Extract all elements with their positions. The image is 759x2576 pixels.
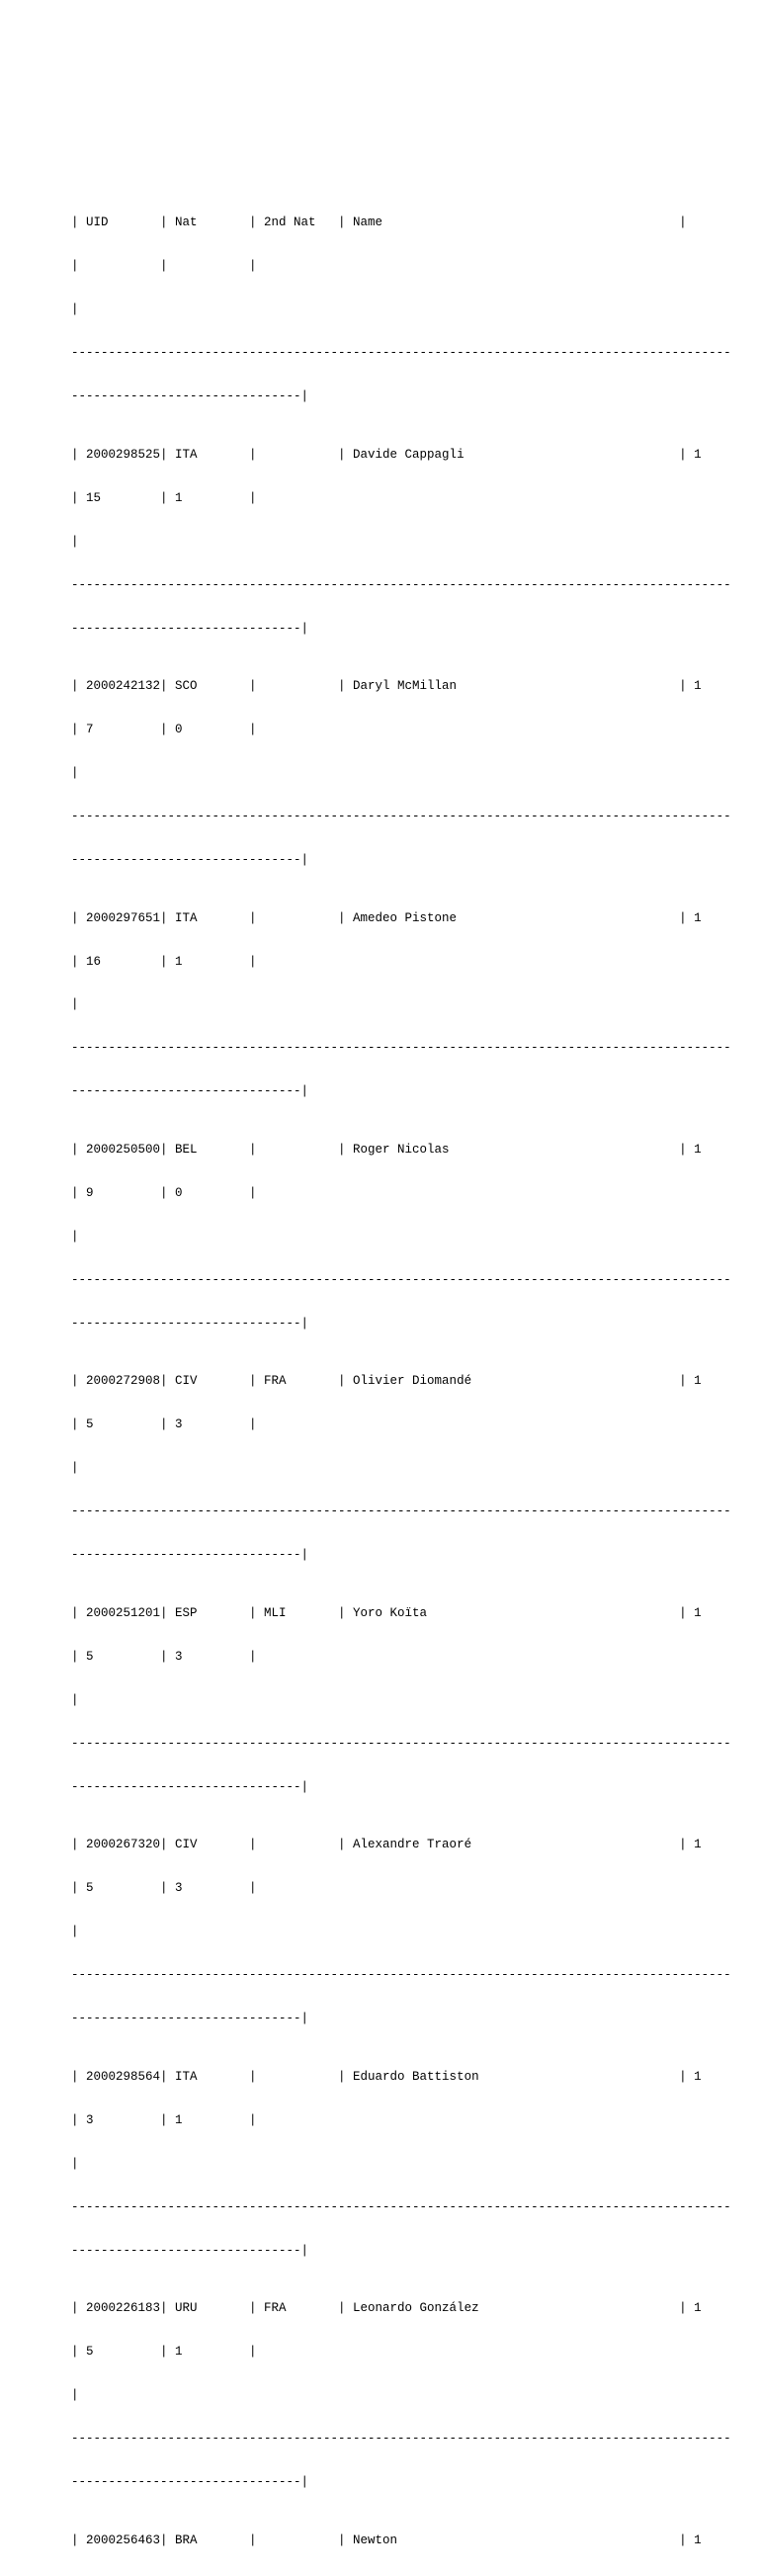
- table-row-line: |: [71, 1461, 79, 1476]
- table-row-line: |: [71, 534, 79, 549]
- table-row-line: | 7 | 0 |: [71, 723, 257, 737]
- table-separator: -------------------------------|: [71, 1548, 309, 1563]
- table-separator: -----------------------------------------------------------------------------------------: [71, 2431, 731, 2446]
- table-separator: -----------------------------------------------------------------------------------------: [71, 346, 731, 361]
- table-row-line: | 2000226183| URU | FRA | Leonardo González | 1: [71, 2301, 702, 2316]
- table-row-line: | 2000250500| BEL | | Roger Nicolas | 1: [71, 1143, 702, 1157]
- table-row-line: | 15 | 1 |: [71, 490, 257, 505]
- table-row-line: | 16 | 1 |: [71, 954, 257, 969]
- table-separator: -------------------------------|: [71, 2243, 309, 2258]
- table-row-line: |: [71, 1925, 79, 1939]
- table-row-line: | 2000267320| CIV | | Alexandre Traoré | 1: [71, 1838, 702, 1852]
- table-row-line: | 2000272908| CIV | FRA | Olivier Diomandé | 1: [71, 1374, 702, 1389]
- table-row-line: | 2000242132| SCO | | Daryl McMillan | 1: [71, 679, 702, 694]
- table-row-line: |: [71, 766, 79, 781]
- table-separator: -------------------------------|: [71, 1084, 309, 1099]
- table-separator: -------------------------------|: [71, 621, 309, 636]
- table-row-line: | 5 | 1 |: [71, 2345, 257, 2360]
- table-row-line: | 2000298564| ITA | | Eduardo Battiston | 1: [71, 2069, 702, 2084]
- table-row-line: | 2000298525| ITA | | Davide Cappagli | 1: [71, 447, 702, 462]
- table-separator: -----------------------------------------------------------------------------------------: [71, 810, 731, 824]
- table-separator: -----------------------------------------------------------------------------------------: [71, 2199, 731, 2214]
- table-separator: -------------------------------|: [71, 1779, 309, 1794]
- table-separator: -----------------------------------------------------------------------------------------: [71, 1041, 731, 1056]
- table-row-line: |: [71, 2388, 79, 2403]
- table-separator: -------------------------------|: [71, 2012, 309, 2026]
- table-row-line: | 2000251201| ESP | MLI | Yoro Koïta | 1: [71, 1605, 702, 1620]
- ascii-table: [71, 187, 731, 2576]
- table-row-line: | 9 | 0 |: [71, 1185, 257, 1200]
- table-separator: -------------------------------|: [71, 852, 309, 867]
- table-separator: -----------------------------------------------------------------------------------------: [71, 1272, 731, 1287]
- table-row-line: | 5 | 3 |: [71, 1649, 257, 1664]
- table-row-line: |: [71, 997, 79, 1012]
- table-separator: -----------------------------------------------------------------------------------------: [71, 1736, 731, 1751]
- table-row-line: | 2000297651| ITA | | Amedeo Pistone | 1: [71, 910, 702, 925]
- table-separator: -----------------------------------------------------------------------------------------: [71, 577, 731, 592]
- table-row-line: |: [71, 1229, 79, 1244]
- table-separator: -----------------------------------------------------------------------------------------: [71, 1968, 731, 1983]
- table-header-line: |: [71, 302, 79, 317]
- table-header-line: | UID | Nat | 2nd Nat | Name |: [71, 215, 687, 230]
- table-row-line: | 2000256463| BRA | | Newton | 1: [71, 2533, 702, 2547]
- table-row-line: |: [71, 1692, 79, 1707]
- table-separator: -------------------------------|: [71, 2474, 309, 2489]
- table-row-line: |: [71, 2156, 79, 2171]
- table-header-line: | | |: [71, 259, 257, 274]
- table-row-line: | 3 | 1 |: [71, 2112, 257, 2127]
- table-separator: -----------------------------------------------------------------------------------------: [71, 1504, 731, 1519]
- table-separator: -------------------------------|: [71, 1316, 309, 1331]
- table-row-line: | 5 | 3 |: [71, 1417, 257, 1432]
- table-row-line: | 5 | 3 |: [71, 1881, 257, 1896]
- table-separator: -------------------------------|: [71, 389, 309, 404]
